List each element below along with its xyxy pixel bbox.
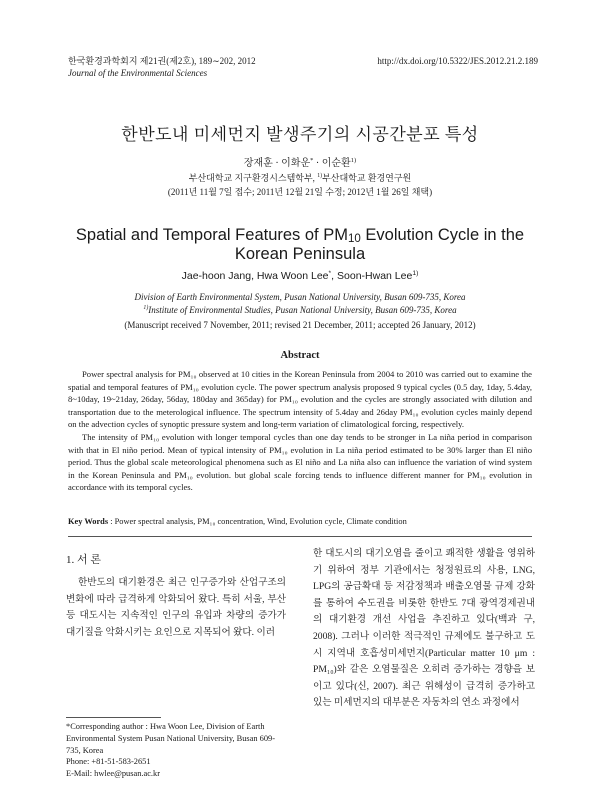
abstract-paragraph-1: Power spectral analysis for PM₁₀ observed at 10 cities in the Korean Peninsula from 2004 to 2010 was carried out to examine the spatial and temporal features of PM₁₀ evolution cycle. The power spectrum analysis proposed 9 typical cycles (0.5 day, 1day, 5.4day, 8~10day, 19~21day, 26day, 56day, 180day and 365day) for PM₁₀ evolution and the cycles are strongly associated with dilution and transportation due to the meterological influence. The spectrum intensity of 5.4day and 26day PM₁₀ evolution cycles mainly depend on the advection cycles of synoptic pressure system and long-term variation of climatological forcing, respectively. <box>68 369 532 430</box>
affiliation-en <box>0 291 600 317</box>
keywords-text: : Power spectral analysis, PM₁₀ concentration, Wind, Evolution cycle, Climate condition <box>108 517 407 526</box>
title-en-subscript: 10 <box>347 233 361 245</box>
paper-title-ko: 한반도내 미세먼지 발생주기의 시공간분포 특성 <box>121 125 479 144</box>
corresponding-mark: * <box>310 157 314 164</box>
author-names-ko: 장재훈 · 이화운 <box>243 158 311 169</box>
author-names-en: Jae-hoon Jang, Hwa Woon Lee <box>181 270 329 282</box>
abstract-body <box>68 368 532 494</box>
affiliation-mark: 1) <box>143 305 149 311</box>
corresponding-mark: * <box>328 270 332 277</box>
body-paragraph: 한반도의 대기환경은 최근 인구증가와 산업구조의 변화에 따라 급격하게 악화되어 왔다. 특히 서울, 부산 등 대도시는 지속적인 인구의 유입과 차량의 증가가 대기질을 악화시키는 요인으로 지목되어 왔다. 이러 <box>66 577 286 638</box>
authors-en <box>0 270 600 282</box>
keywords <box>68 517 532 526</box>
title-en-line2: Korean Peninsula <box>234 245 366 263</box>
title-en-part: Spatial and Temporal Features of PM <box>75 226 348 244</box>
received-dates-ko: (2011년 11월 7일 접수; 2011년 12월 21일 수정; 2012년 1월 26일 채택) <box>167 187 433 197</box>
affiliation-en-2: Institute of Environmental Studies, Pusan National University, Busan 609-735, Korea <box>148 305 457 315</box>
body-left-column <box>66 575 286 641</box>
body-right-column <box>313 546 535 712</box>
doi-link[interactable]: http://dx.doi.org/10.5322/JES.2012.21.2.189 <box>377 56 538 66</box>
section-heading: 1. 서 론 <box>66 554 102 566</box>
author-name-en-3: , Soon-Hwan Lee <box>331 270 413 282</box>
abstract-heading: Abstract <box>280 350 320 361</box>
affiliation-ko <box>0 171 600 199</box>
abstract-paragraph-2: The intensity of PM₁₀ evolution with longer temporal cycles than one day tends to be stronger in La niña period in comparison with that in El niño period. Mean of typical intensity of PM₁₀ evolution in La niña period estimated to be 30% larger than El niño period. Thus the global scale meteorological phenomena such as El niño and La niña also can influence the variation of wind system in the Korean Peninsula and PM₁₀ evolution. but global scale forcing tends to influence different manner for PM₁₀ evolution in accordance with its temporal cycles. <box>68 431 532 493</box>
affiliation-mark: 1) <box>317 173 323 179</box>
running-header <box>68 55 256 79</box>
affiliation-en-1: Division of Earth Environmental System, Pusan National University, Busan 609-735, Korea <box>134 292 466 302</box>
authors-ko <box>0 154 600 169</box>
divider <box>68 536 532 537</box>
journal-name-en: Journal of the Environmental Sciences <box>68 68 208 78</box>
affiliation-ko-2: 부산대학교 환경연구원 <box>322 173 412 183</box>
corresponding-author: *Corresponding author : Hwa Woon Lee, Division of Earth Environmental System Pusan National University, Busan 609-735, Korea <box>66 722 276 755</box>
affiliation-mark: 1) <box>350 157 357 164</box>
footnote-divider <box>66 717 161 718</box>
affiliation-mark: 1) <box>412 270 419 277</box>
manuscript-dates: (Manuscript received 7 November, 2011; revised 21 December, 2011; accepted 26 January, 2012) <box>124 320 476 330</box>
keywords-label: Key Words <box>68 517 109 526</box>
title-en-part: Evolution Cycle in the <box>360 226 525 244</box>
footnote <box>66 721 286 780</box>
email-link[interactable]: E-Mail: hwlee@pusan.ac.kr <box>66 769 160 779</box>
author-name-ko-3: · 이순환 <box>313 158 351 169</box>
body-paragraph: 한 대도시의 대기오염을 줄이고 쾌적한 생활을 영위하기 위하여 정부 기관에서는 청정원료의 사용, LNG, LPG의 공급확대 등 저감정책과 배출오염물 규제 강화를 통하여 수도권을 비롯한 한반도 7대 광역경제권내의 대기환경 개선 사업을 추진하고 있다(백과 구, 2008). 그러나 이러한 적극적인 규제에도 불구하고 도시 지역내 호흡성미세먼지(Particular matter 10 μm : PM₁₀)와 같은 오염물질은 오히려 증가하는 경향을 보이고 있다(신, 2007). 최근 위해성이 급격히 증가하고 있는 미세먼지의 대부분은 자동차의 연소 과정에서 <box>313 548 535 709</box>
phone: Phone: +81-51-583-2651 <box>66 757 151 767</box>
affiliation-ko-1: 부산대학교 지구환경시스템학부, <box>188 173 318 183</box>
paper-title-en <box>60 226 540 264</box>
journal-citation-ko: 한국환경과학회지 제21권(제2호), 189∼202, 2012 <box>68 56 256 66</box>
